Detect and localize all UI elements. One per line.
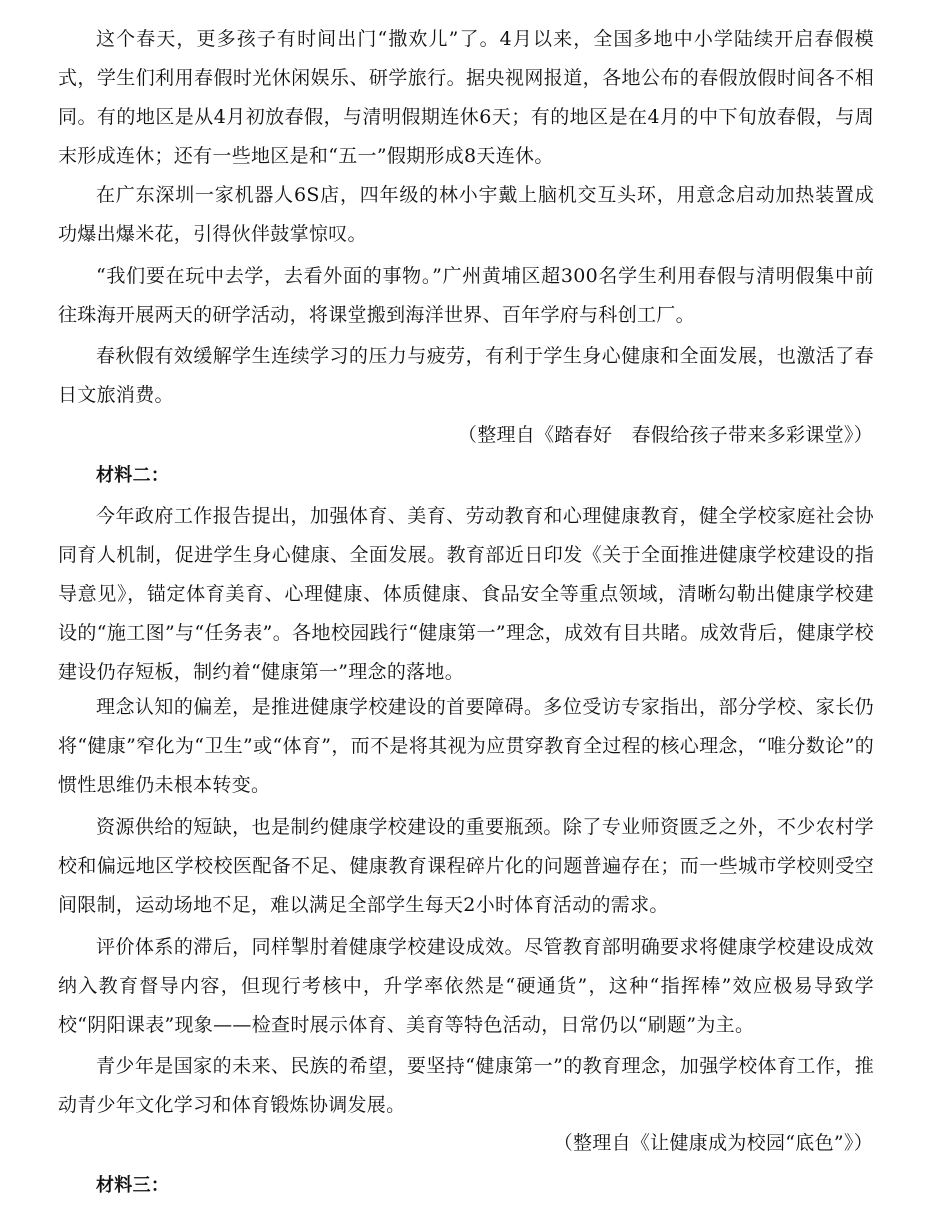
material1-source: （整理自《踏春好 春假给孩子带来多彩课堂》） [457,424,873,446]
material2-paragraph-2: 理念认知的偏差，是推进健康学校建设的首要障碍。多位受访专家指出，部分学校、家长仍将“健康”窄化为“卫生”或“体育”，而不是将其视为应贯穿教育全过程的核心理念，“唯分数论”的惯性思维仍未根本转变。 [58,696,874,796]
material1-paragraph-1: 这个春天，更多孩子有时间出门“撒欢儿”了。4月以来，全国多地中小学陆续开启春假模式，学生们利用春假时光休闲娱乐、研学旅行。据央视网报道，各地公布的春假放假时间各不相同。有的地区是从4月初放春假，与清明假期连休6天；有的地区是在4月的中下旬放春假，与周末形成连休；还有一些地区是和“五一”假期形成8天连休。 [58,28,874,167]
material3-heading: 材料三： [96,1175,170,1196]
material1-paragraph-2: 在广东深圳一家机器人6S店，四年级的林小宇戴上脑机交互头环，用意念启动加热装置成功爆出爆米花，引得伙伴鼓掌惊叹。 [58,184,874,245]
material2-source: （整理自《让健康成为校园“底色”》） [553,1132,873,1154]
material2-paragraph-3: 资源供给的短缺，也是制约健康学校建设的重要瓶颈。除了专业师资匮乏之外，不少农村学校和偏远地区学校校医配备不足、健康教育课程碎片化的问题普遍存在；而一些城市学校则受空间限制，运动场地不足，难以满足全部学生每天2小时体育活动的需求。 [58,816,874,916]
material2-paragraph-1: 今年政府工作报告提出，加强体育、美育、劳动教育和心理健康教育，健全学校家庭社会协同育人机制，促进学生身心健康、全面发展。教育部近日印发《关于全面推进健康学校建设的指导意见》，锚定体育美育、心理健康、体质健康、食品安全等重点领域，清晰勾勒出健康学校建设的“施工图”与“任务表”。各地校园践行“健康第一”理念，成效有目共睹。成效背后，健康学校建设仍存短板，制约着“健康第一”理念的落地。 [58,505,874,683]
material2-paragraph-5: 青少年是国家的未来、民族的希望，要坚持“健康第一”的教育理念，加强学校体育工作，推动青少年文化学习和体育锻炼协调发展。 [58,1055,874,1116]
material2-heading: 材料二： [96,465,170,486]
material1-paragraph-4: 春秋假有效缓解学生连续学习的压力与疲劳，有利于学生身心健康和全面发展，也激活了春日文旅消费。 [58,345,874,406]
material1-paragraph-3: “我们要在玩中去学，去看外面的事物。”广州黄埔区超300名学生利用春假与清明假集中前往珠海开展两天的研学活动，将课堂搬到海洋世界、百年学府与科创工厂。 [58,265,874,326]
material2-paragraph-4: 评价体系的滞后，同样掣肘着健康学校建设成效。尽管教育部明确要求将健康学校建设成效纳入教育督导内容，但现行考核中，升学率依然是“硬通货”，这种“指挥棒”效应极易导致学校“阴阳课表”现象——检查时展示体育、美育等特色活动，日常仍以“刷题”为主。 [58,936,874,1036]
